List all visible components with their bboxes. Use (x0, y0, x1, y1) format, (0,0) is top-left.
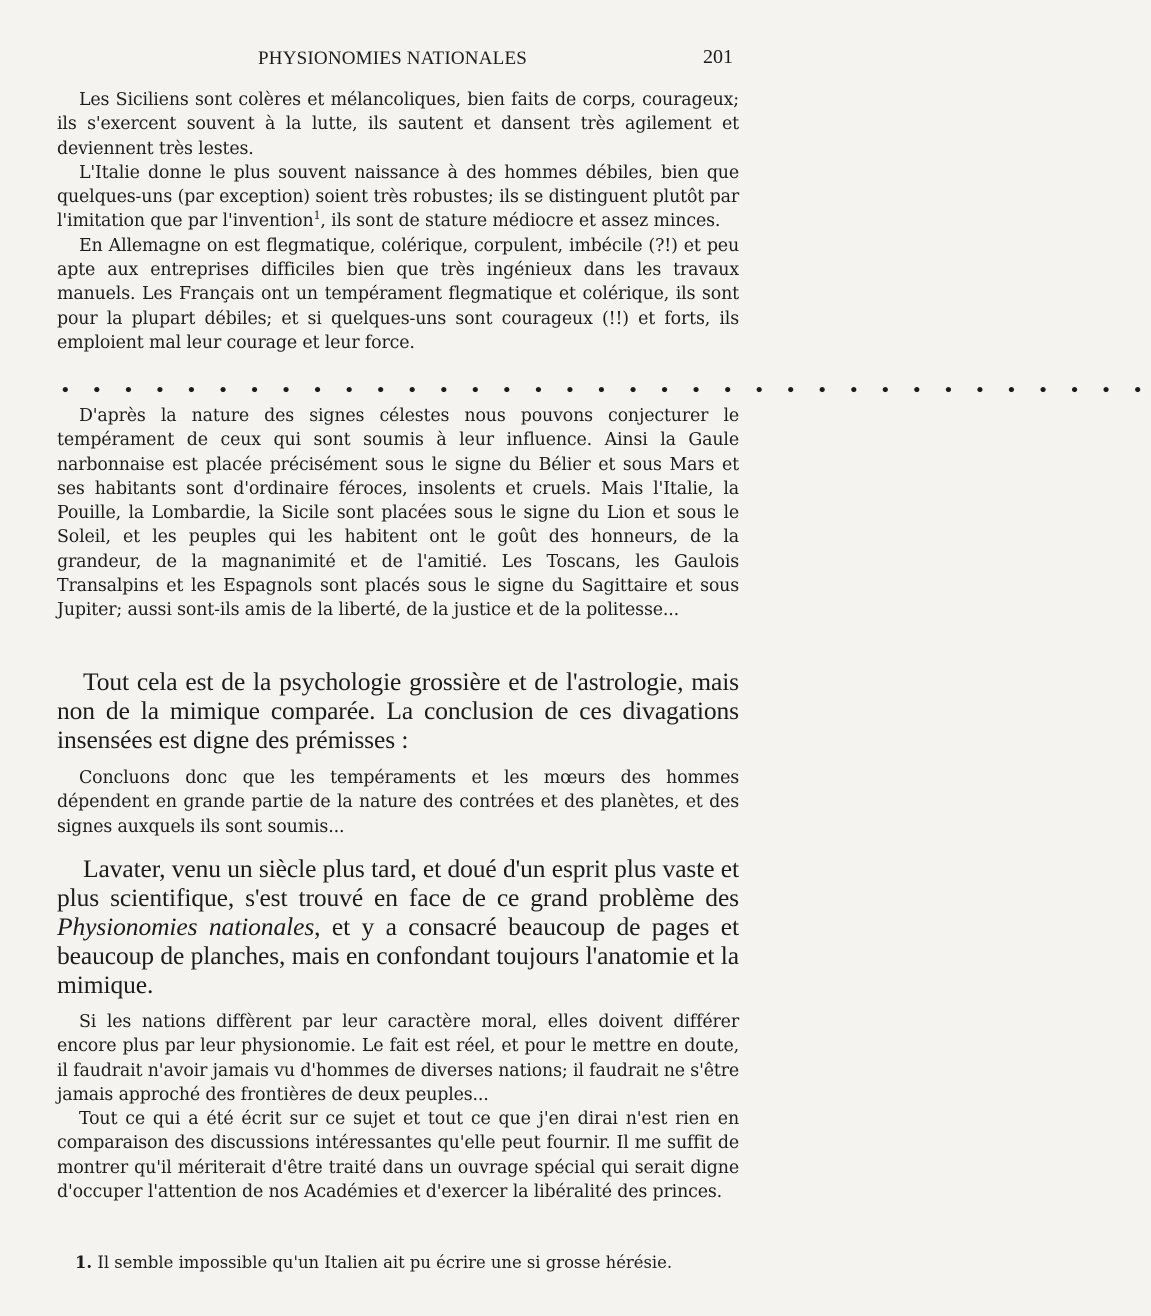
page-header (0, 44, 800, 74)
footnote (75, 1252, 735, 1274)
paragraph-italie-text: L'Italie donne le plus souvent naissance à des hommes débiles, bien que quelques-uns (par exception) soient très robustes; ils se distinguent plutôt par l'imitation que par l'invention (57, 162, 739, 232)
lavater-text-end: , et y a consacré beaucoup de pages et beaucoup de planches, mais en confondant toujours l'anatomie et la mimique. (57, 912, 739, 999)
body-text-lavater (57, 854, 739, 999)
paragraph-tout-ce-qui: Tout ce qui a été écrit sur ce sujet et tout ce que j'en dirai n'est rien en comparaison des discussions intéressantes qu'elle peut fournir. Il me suffit de montrer qu'il mériterait d'être traité dans un ouvrage spécial qui serait digne d'occuper l'attention de nos Académies et d'exercer la libéralité des princes. (57, 1109, 739, 1203)
body-text-psychologie (57, 667, 739, 754)
ellipsis-dots: • • • • • • • • • • • • • • • • • • • • • • • • • • • • • • • • • • • (60, 380, 1151, 401)
paragraph-concluons: Concluons donc que les tempéraments et les mœurs des hommes dépendent en grande partie de la nature des contrées et des planètes, et des signes auxquels ils sont soumis... (57, 768, 739, 837)
paragraph-allemagne: En Allemagne on est flegmatique, colérique, corpulent, imbécile (?!) et peu apte aux entreprises difficiles bien que très ingénieux dans les travaux manuels. Les Français ont un tempérament flegmatique et colérique, ils sont pour la plupart débiles; et si quelques-uns sont courageux (!!) et forts, ils emploient mal leur courage et leur force. (57, 235, 739, 353)
paragraph-italie-text-end: , ils sont de stature médiocre et assez minces. (320, 211, 721, 232)
quote-astrology (57, 404, 739, 623)
footnote-text: Il semble impossible qu'un Italien ait pu écrire une si grosse hérésie. (97, 1253, 673, 1272)
footnote-reference: 1 (313, 209, 321, 223)
lavater-text: Lavater, venu un siècle plus tard, et doué d'un esprit plus vaste et plus scientifique, s'est trouvé en face de ce grand problème des (57, 854, 739, 912)
paragraph-nations: Si les nations diffèrent par leur caractère moral, elles doivent différer encore plus par leur physionomie. Le fait est réel, et pour le mettre en doute, il faudrait n'avoir jamais vu d'hommes de diverses nations; il faudrait ne s'être jamais approché des frontières de deux peuples... (57, 1012, 739, 1105)
quote-sicily-italy-germany (57, 88, 739, 355)
paragraph-lavater (57, 854, 739, 999)
page-number: 201 (703, 46, 733, 68)
running-title: PHYSIONOMIES NATIONALES (258, 48, 528, 69)
paragraph-psychologie: Tout cela est de la psychologie grossière et de l'astrologie, mais non de la mimique comparée. La conclusion de ces divagations insensées est digne des prémisses : (57, 667, 739, 754)
footnote-marker: 1. (75, 1253, 93, 1272)
quote-conclusion (57, 766, 739, 839)
paragraph-italie (57, 161, 739, 234)
book-title: Physionomies nationales (57, 912, 315, 941)
quote-lavater (57, 1010, 739, 1204)
paragraph-siciliens: Les Siciliens sont colères et mélancoliques, bien faits de corps, courageux; ils s'exercent souvent à la lutte, ils sautent et dansent très agilement et deviennent très lestes. (57, 90, 739, 159)
paragraph-signes-celestes: D'après la nature des signes célestes nous pouvons conjecturer le tempérament de ceux qui sont soumis à leur influence. Ainsi la Gaule narbonnaise est placée précisément sous le signe du Bélier et sous Mars et ses habitants sont d'ordinaire féroces, insolents et cruels. Mais l'Italie, la Pouille, la Lombardie, la Sicile sont placées sous le signe du Lion et sous le Soleil, et les peuples qui les habitent ont le goût des honneurs, de la grandeur, de la magnanimité et de l'amitié. Les Toscans, les Gaulois Transalpins et les Espagnols sont placés sous le signe du Sagittaire et sous Jupiter; aussi sont-ils amis de la liberté, de la justice et de la politesse... (57, 406, 739, 621)
